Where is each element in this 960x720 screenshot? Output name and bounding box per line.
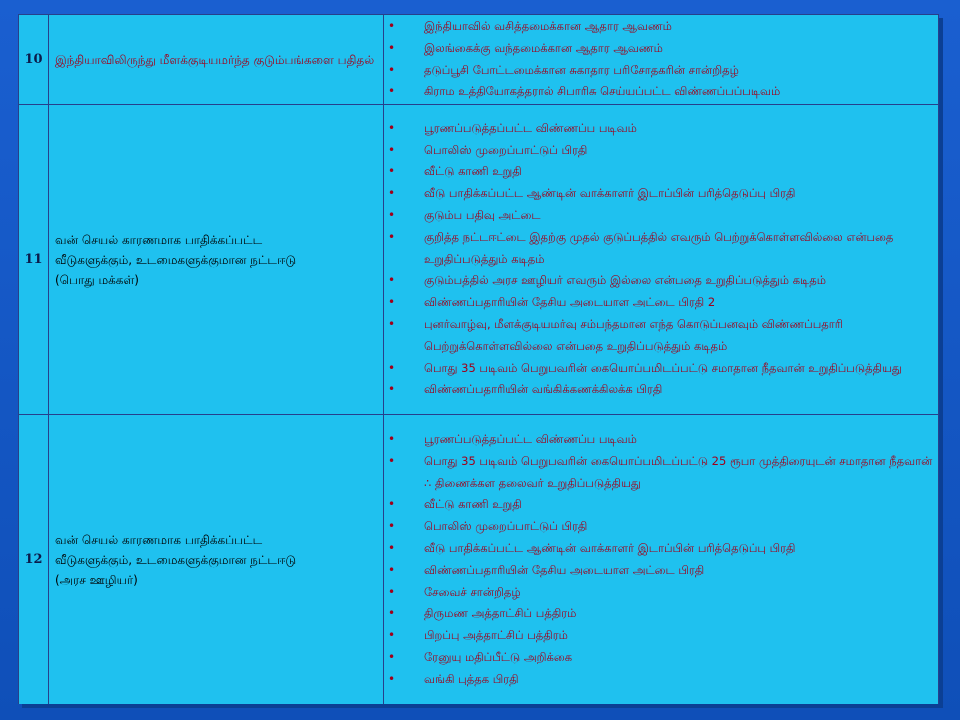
requirement-text: பொது 35 படிவம் பெறுபவரின் கையொப்பமிடப்பட்டு சமாதான நீதவான் உறுதிப்படுத்தியது [424,360,902,375]
requirement-item [384,538,938,560]
requirement-item [384,183,938,205]
requirement-text: பொது 35 படிவம் பெறுபவரின் கையொப்பமிடப்பட்டு 25 ரூபா முத்திரையுடன் சமாதான நீதவான் ∴ திணைக்கள தலைவர் உறுதிப்படுத்தியது [424,453,933,490]
bullet-icon: • [388,208,396,222]
requirement-text: பிறப்பு அத்தாட்சிப் பத்திரம் [424,628,568,643]
row-description [49,415,384,705]
bullet-icon: • [388,540,396,555]
requirement-item [384,140,938,162]
requirement-item [384,314,938,358]
requirements-list [384,16,938,103]
requirements-table [18,14,939,704]
requirement-text: விண்ணப்பதாரியின் தேசிய அடையாள அட்டை பிரதி 2 [424,295,716,310]
bullet-icon: • [388,453,396,468]
requirement-text: பொலிஸ் முறைப்பாட்டுப் பிரதி [424,142,588,157]
row-requirements [384,15,939,105]
requirement-text: சேவைச் சான்றிதழ் [424,584,521,599]
requirement-item [384,60,938,82]
requirement-text: வீட்டு காணி உறுதி [424,497,522,512]
bullet-icon: • [388,84,396,99]
bullet-icon: • [388,628,396,643]
requirement-text: திருமண அத்தாட்சிப் பத்திரம் [424,606,577,621]
row-description [49,105,384,415]
description-line: வன் செயல் காரணமாக பாதிக்கப்பட்ட [55,532,263,547]
requirement-item [384,161,938,183]
requirement-text: ரேனுயு மதிப்பீட்டு அறிக்கை [424,649,573,664]
description-line: வீடுகளுக்கும், உடமைகளுக்குமான நட்டஈடு [55,252,297,267]
bullet-icon: • [388,164,396,179]
requirement-item [384,429,938,451]
requirements-list [384,429,938,691]
row-description: இந்தியாவிலிருந்து மீளக்குடியமர்ந்த குடும்பங்களை பதிதல் [49,15,384,105]
row-requirements [384,105,939,415]
bullet-icon: • [388,62,396,77]
requirement-text: பூரணப்படுத்தப்பட்ட விண்ணப்ப படிவம் [424,432,637,446]
requirement-item [384,118,938,140]
description-line: (பொது மக்கள்) [55,272,139,287]
requirement-item [384,38,938,60]
row-requirements [384,415,939,705]
table-row [19,15,939,105]
requirement-text: குறித்த நட்டஈட்டை இதற்கு முதல் குடுப்பத்தில் எவரும் பெற்றுக்கொள்ளவில்லை என்பதை உறுதிப்படுத்தும் கடிதம் [424,229,894,266]
requirement-text: விண்ணப்பதாரியின் வங்கிக்கணக்கிலக்க பிரதி [424,382,663,397]
requirement-item [384,647,938,669]
description-line: வீடுகளுக்கும், உடமைகளுக்குமான நட்டஈடு [55,552,297,567]
table-row [19,415,939,705]
requirement-text: பொலிஸ் முறைப்பாட்டுப் பிரதி [424,519,588,534]
bullet-icon: • [388,497,396,512]
requirement-text: குடும்பத்தில் அரச ஊழியர் எவரும் இல்லை என்பதை உறுதிப்படுத்தும் கடிதம் [424,273,826,288]
requirement-text: பூரணப்படுத்தப்பட்ட விண்ணப்ப படிவம் [424,120,637,135]
requirement-item [384,451,938,495]
table-row [19,105,939,415]
description-line: (அரச ஊழியர்) [55,572,138,587]
bullet-icon: • [388,584,396,599]
bullet-icon: • [388,120,396,135]
bullet-icon: • [388,18,396,33]
bullet-icon: • [388,649,396,664]
bullet-icon: • [388,229,396,244]
requirement-item [384,494,938,516]
requirement-item [384,16,938,38]
requirement-text: வங்கி புத்தக பிரதி [424,671,519,686]
bullet-icon: • [388,671,396,686]
bullet-icon: • [388,142,396,157]
requirement-item [384,582,938,604]
requirement-text: வீட்டு காணி உறுதி [424,164,522,179]
requirement-item [384,560,938,582]
row-number: 12 [19,415,49,705]
requirement-text: வீடு பாதிக்கப்பட்ட ஆண்டின் வாக்காளர் இடாப்பின் பரித்தெடுப்பு பிரதி [424,540,796,555]
requirement-text: விண்ணப்பதாரியின் தேசிய அடையாள அட்டை பிரதி [424,562,705,577]
row-number: 10 [19,15,49,105]
bullet-icon: • [388,360,396,375]
requirement-text: இலங்கைக்கு வந்தமைக்கான ஆதார ஆவணம் [424,40,663,55]
bullet-icon: • [388,295,396,310]
bullet-icon: • [388,186,396,201]
requirement-item [384,603,938,625]
row-number: 11 [19,105,49,415]
requirement-item [384,669,938,691]
description-line: வன் செயல் காரணமாக பாதிக்கப்பட்ட [55,232,263,247]
bullet-icon: • [388,606,396,621]
requirement-text: வீடு பாதிக்கப்பட்ட ஆண்டின் வாக்காளர் இடாப்பின் பரித்தெடுப்பு பிரதி [424,186,796,201]
requirement-text: குடும்ப பதிவு அட்டை [424,208,541,222]
requirement-item [384,292,938,314]
requirement-item [384,205,938,227]
requirements-list [384,118,938,401]
bullet-icon: • [388,432,396,446]
bullet-icon: • [388,273,396,288]
requirement-item [384,227,938,271]
bullet-icon: • [388,519,396,534]
bullet-icon: • [388,316,396,331]
bullet-icon: • [388,382,396,397]
bullet-icon: • [388,562,396,577]
requirement-item [384,379,938,401]
requirement-text: தடுப்பூசி போட்டமைக்கான சுகாதார பரிசோதகரின் சான்றிதழ் [424,62,739,77]
requirement-text: புனர்வாழ்வு, மீளக்குடியமர்வு சம்பந்தமான எந்த கொடுப்பனவும் விண்ணப்பதாரி பெற்றுக்கொள்ளவில்லை என்பதை உறுதிப்படுத்தும் கடிதம் [424,316,844,353]
requirement-item [384,81,938,103]
requirement-item [384,358,938,380]
requirement-text: கிராம உத்தியோகத்தரால் சிபாரிசு செய்யப்பட்ட விண்ணப்பப்படிவம் [424,84,781,99]
requirement-item [384,625,938,647]
requirement-item [384,516,938,538]
requirement-text: இந்தியாவில் வசித்தமைக்கான ஆதார ஆவணம் [424,18,672,33]
requirements-table-sheet [18,14,939,704]
requirement-item [384,270,938,292]
bullet-icon: • [388,40,396,55]
